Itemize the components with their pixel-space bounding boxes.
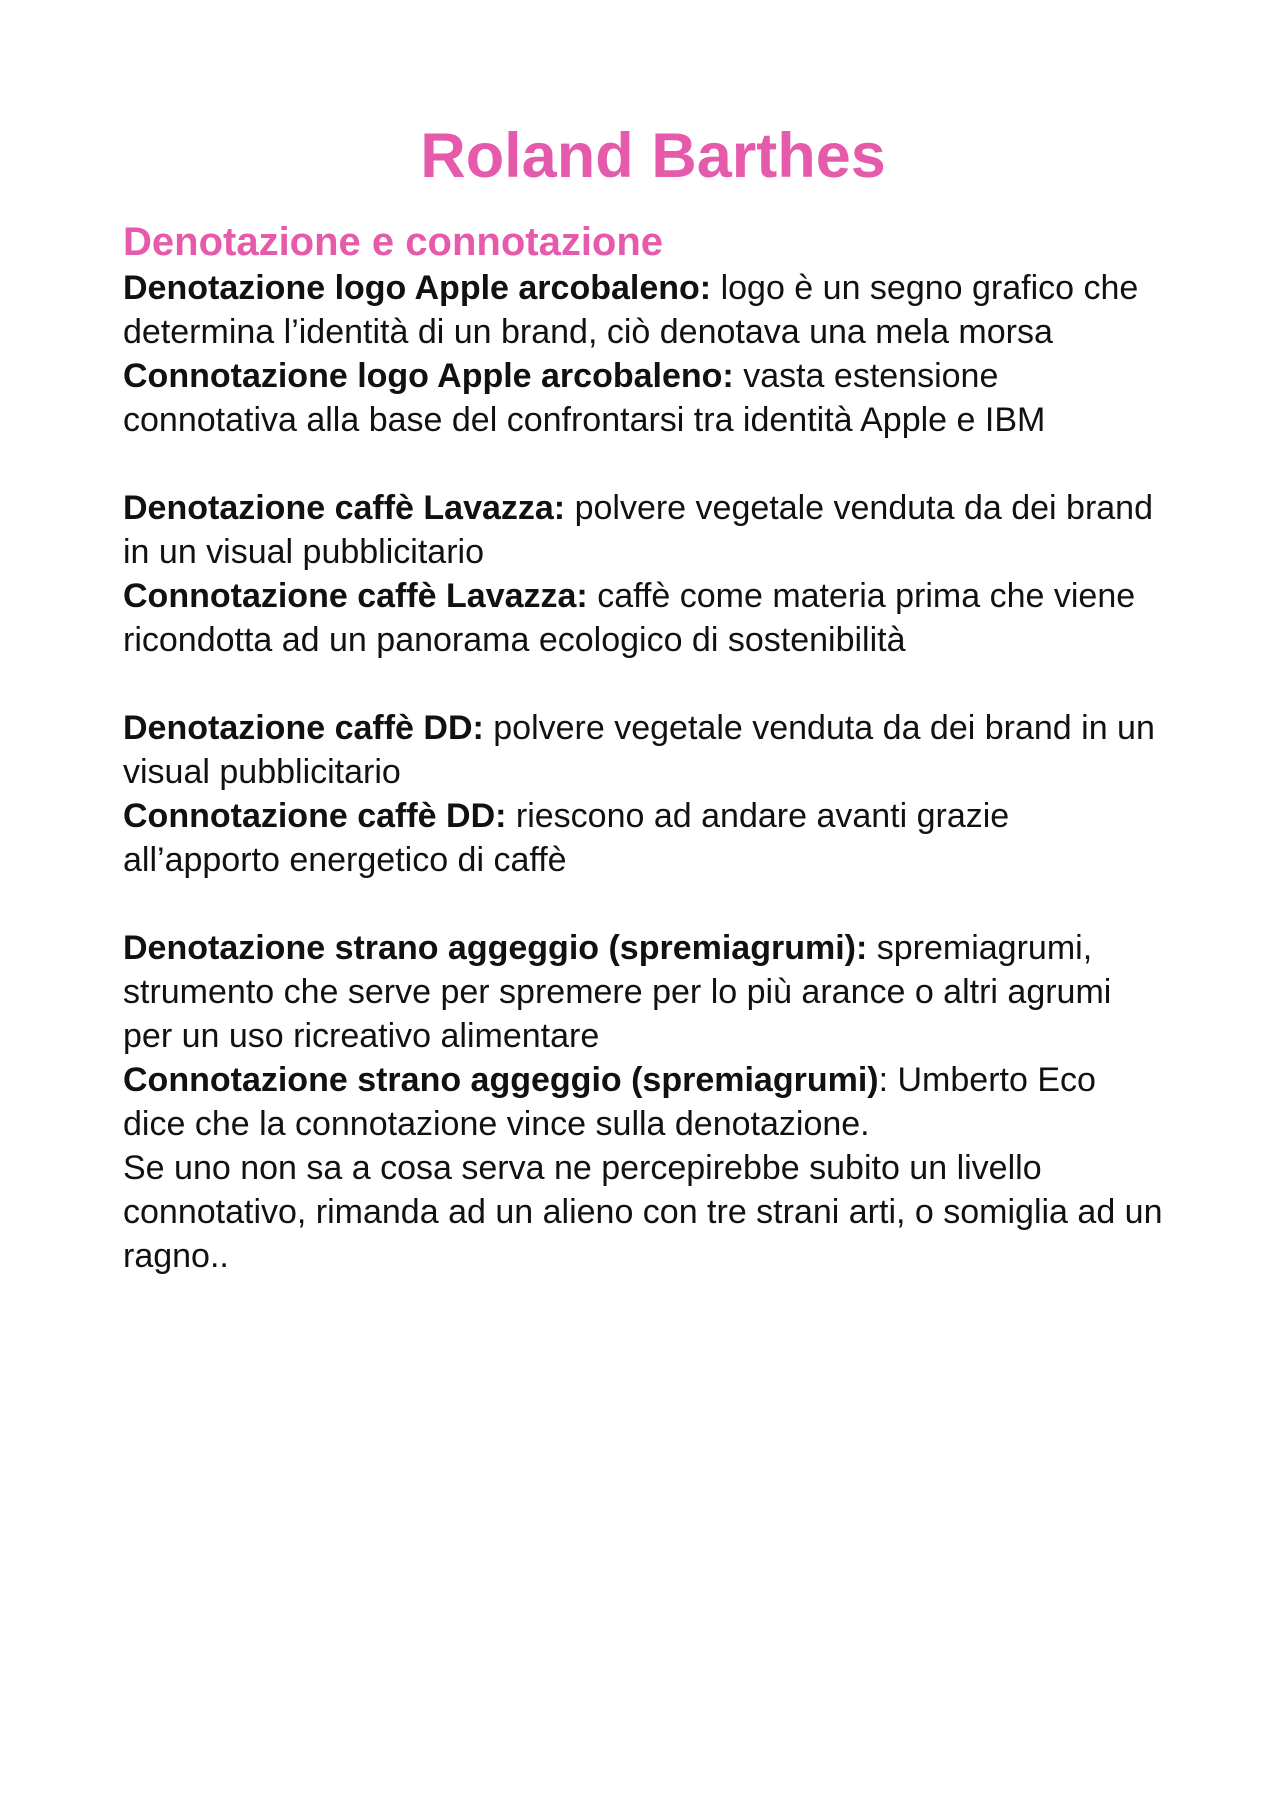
document-page [123,120,1163,1278]
page-title: Roland Barthes [420,121,886,191]
block-dd [123,706,1163,882]
term-text: Se uno non sa a cosa serva ne percepirebbe subito un livello connotativo, rimanda ad un alieno con tre strani arti, o somiglia ad un ragno.. [123,1149,1163,1276]
term-text: spremiagrumi, strumento che serve per spremere per lo più arance o altri agrumi per un uso ricreativo alimentare [123,929,1112,1056]
term-text: riescono ad andare avanti grazie all’apporto energetico di caffè [123,797,1010,880]
term-text: polvere vegetale venduta da dei brand in un visual pubblicitario [123,489,1154,572]
term-label: Denotazione caffè Lavazza: [123,489,566,528]
term-text: logo è un segno grafico che determina l’identità di un brand, ciò denotava una mela morsa [123,269,1139,352]
term-label: Denotazione caffè DD: [123,709,484,748]
term-text: polvere vegetale venduta da dei brand in un visual pubblicitario [123,709,1155,792]
term-text: vasta estensione connotativa alla base del confrontarsi tra identità Apple e IBM [123,357,1046,440]
term-text: caffè come materia prima che viene ricondotta ad un panorama ecologico di sostenibilità [123,577,1136,660]
paragraph [123,706,1163,794]
paragraph [123,354,1163,442]
term-text: : Umberto Eco dice che la connotazione vince sulla denotazione. [123,1061,1096,1144]
term-label: Denotazione logo Apple arcobaleno: [123,269,712,308]
paragraph [123,926,1163,1058]
paragraph [123,486,1163,574]
term-label: Connotazione strano aggeggio (spremiagrumi) [123,1061,879,1100]
paragraph [123,1146,1163,1278]
section-heading: Denotazione e connotazione [123,220,664,265]
paragraph [123,574,1163,662]
paragraph [123,794,1163,882]
block-spremiagrumi [123,926,1163,1278]
block-apple [123,266,1163,442]
term-label: Connotazione logo Apple arcobaleno: [123,357,734,396]
term-label: Denotazione strano aggeggio (spremiagrumi): [123,929,868,968]
term-label: Connotazione caffè DD: [123,797,507,836]
block-lavazza [123,486,1163,662]
term-label: Connotazione caffè Lavazza: [123,577,588,616]
paragraph [123,1058,1163,1146]
paragraph [123,266,1163,354]
